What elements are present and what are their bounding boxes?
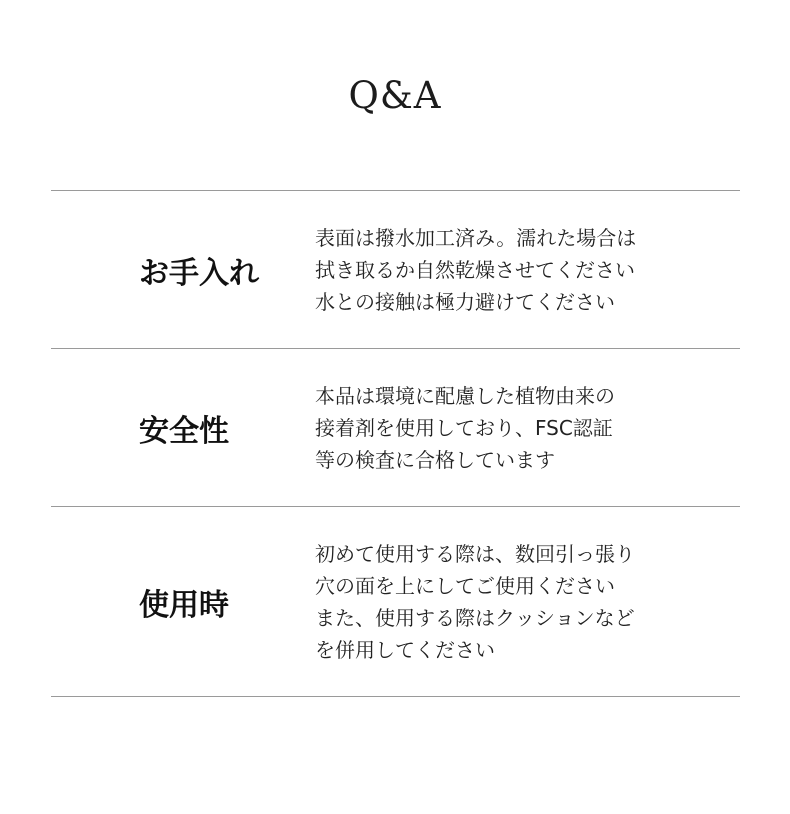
answer-text — [315, 222, 636, 318]
answer-line: 穴の面を上にしてご使用ください — [315, 573, 615, 598]
qa-item-safety — [51, 349, 740, 507]
answer-line: 接着剤を使用しており、FSC認証 — [315, 415, 613, 440]
answer-text — [315, 380, 615, 476]
answer-line: また、使用する際はクッションなど — [315, 605, 635, 630]
answer-text — [315, 538, 635, 666]
answer-line: 水との接触は極力避けてください — [315, 289, 615, 314]
question-label: お手入れ — [139, 255, 259, 291]
question-label: 安全性 — [139, 413, 229, 449]
qa-list — [51, 190, 740, 697]
answer-line: を併用してください — [315, 637, 495, 662]
answer-line: 本品は環境に配慮した植物由来の — [315, 383, 615, 408]
qa-item-care — [51, 191, 740, 349]
qa-item-usage — [51, 507, 740, 697]
question-label: 使用時 — [139, 587, 229, 623]
answer-line: 等の検査に合格しています — [315, 447, 555, 472]
answer-line: 初めて使用する際は、数回引っ張り — [315, 541, 635, 566]
page-title: Q&A — [348, 74, 442, 117]
answer-line: 表面は撥水加工済み。濡れた場合は — [315, 225, 637, 250]
answer-line: 拭き取るか自然乾燥させてください — [315, 257, 635, 282]
